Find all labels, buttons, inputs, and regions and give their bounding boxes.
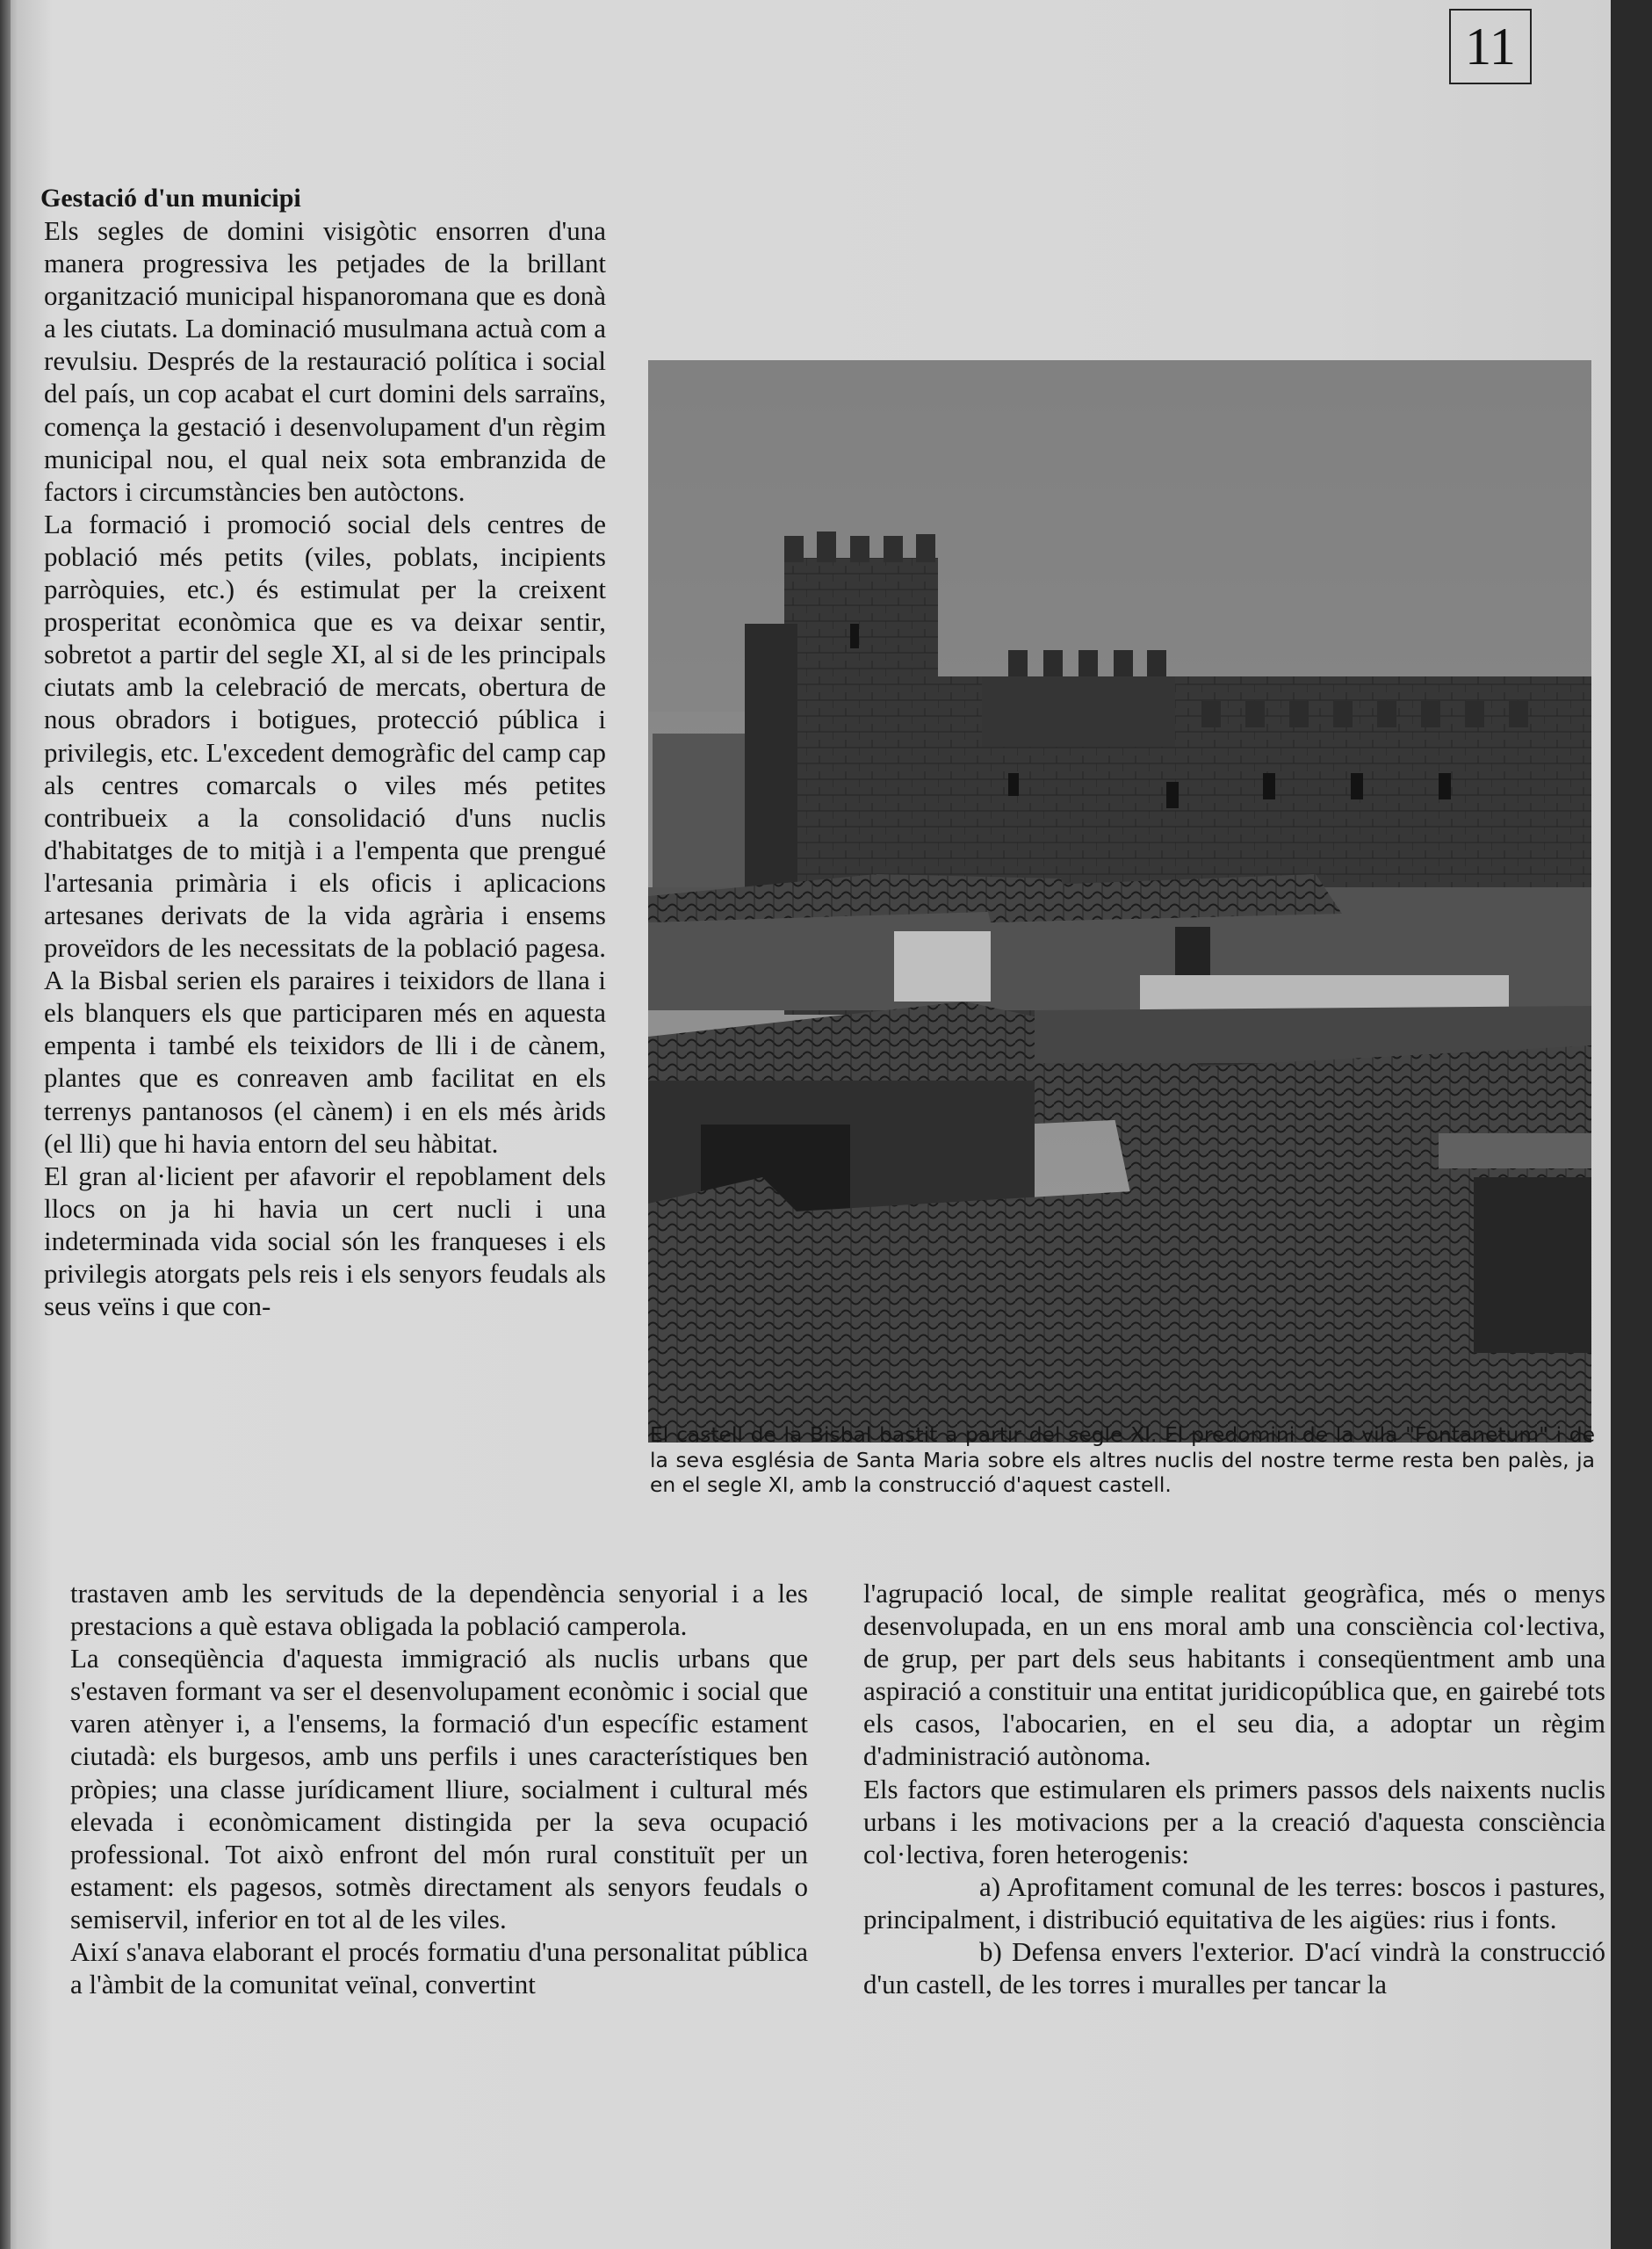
paragraph: trastaven amb les servituds de la dependència senyorial i a les prestacions a què estava obligada la població camperola. (70, 1578, 808, 1642)
paragraph: El gran al·licient per afavorir el repoblament dels llocs on ja hi havia un cert nucli i una indeterminada vida social són les franqueses i els privilegis atorgats pels reis i els senyors feudals als seus veïns i que con- (44, 1160, 606, 1322)
list-item: a) Aprofitament comunal de les terres: boscos i pastures, principalment, i distribució equitativa de les aigües: rius i fonts. (863, 1870, 1605, 1934)
paragraph: Així s'anava elaborant el procés formatiu d'una personalitat pública a l'àmbit de la comunitat veïnal, convertint (70, 1936, 808, 2000)
paragraph: l'agrupació local, de simple realitat geogràfica, més o menys desenvolupada, en un ens moral amb una consciència col·lectiva, de grup, per part dels seus habitants i conseqüentment amb una aspiració a constituir una entitat juridicopública que, en gairebé tots els casos, l'abocarien, en el seu dia, a adoptar un règim d'administració autònoma. (863, 1578, 1605, 1772)
page-number: 11 (1449, 9, 1532, 84)
text-column-left (70, 1577, 808, 2000)
page-spine-shadow (0, 0, 11, 2249)
paragraph: Els factors que estimularen els primers passos dels naixents nuclis urbans i les motivacions per a la creació d'aquesta consciència col·lectiva, foren heterogenis: (863, 1773, 1605, 1869)
paragraph: Els segles de domini visigòtic ensorren d'una manera progressiva les petjades de la brillant organització municipal hispanoromana que es donà a les ciutats. La dominació musulmana actuà com a revulsiu. Després de la restauració política i social del país, un cop acabat el curt domini dels sarraïns, comença la gestació i desenvolupament d'un règim municipal nou, el qual neix sota embranzida de factors i circumstàncies ben autòctons. (44, 215, 606, 507)
text-column-right (863, 1577, 1605, 2000)
paragraph: La conseqüència d'aquesta immigració als nuclis urbans que s'estaven formant va ser el desenvolupament econòmic i social que varen atènyer i, a l'ensems, la formació d'un específic estament ciutadà: els burgesos, amb uns perfils i unes característiques ben pròpies; una classe jurídicament lliure, socialment i cultural més elevada i econòmicament distingida per la seva ocupació professional. Tot això enfront del món rural constituït per un estament: els pagesos, sotmès directament als senyors feudals o semiservil, inferior en tot al de les viles. (70, 1643, 808, 1934)
castle-photo (648, 360, 1591, 1443)
section-heading: Gestació d'un municipi (40, 184, 301, 213)
photo-caption: El castell de la Bisbal bastit a partir del segle XI. El predomini de la vila "Fontanetum" i de la seva església de Santa Maria sobre els altres nuclis del nostre terme resta ben palès, ja en el segle XI, amb la construcció d'aquest castell. (650, 1422, 1595, 1497)
paragraph: La formació i promoció social dels centres de població més petits (viles, poblats, incipients parròquies, etc.) és estimulat per la creixent prosperitat econòmica que es va deixar sentir, sobretot a partir del segle XI, al si de les principals ciutats amb la celebració de mercats, obertura de nous obradors i botigues, protecció pública i privilegis, etc. L'excedent demogràfic del camp cap als centres comarcals o viles més petites contribueix a la consolidació d'uns nuclis d'habitatges de to mitjà i a l'empenta que prengué l'artesania primària i els oficis i aplicacions artesanes derivats de la vida agrària i ensems proveïdors de les necessitats de la població pagesa. A la Bisbal serien els paraires i teixidors de llana i els blanquers els que participaren més en aquesta empenta i també els teixidors de lli i de cànem, plantes que es conreaven amb facilitat en els terrenys pantanosos (el cànem) i en els més àrids (el lli) que hi havia entorn del seu hàbitat. (44, 508, 606, 1159)
text-column-top (44, 214, 606, 1322)
list-item: b) Defensa envers l'exterior. D'ací vindrà la construcció d'un castell, de les torres i muralles per tancar la (863, 1936, 1605, 2000)
